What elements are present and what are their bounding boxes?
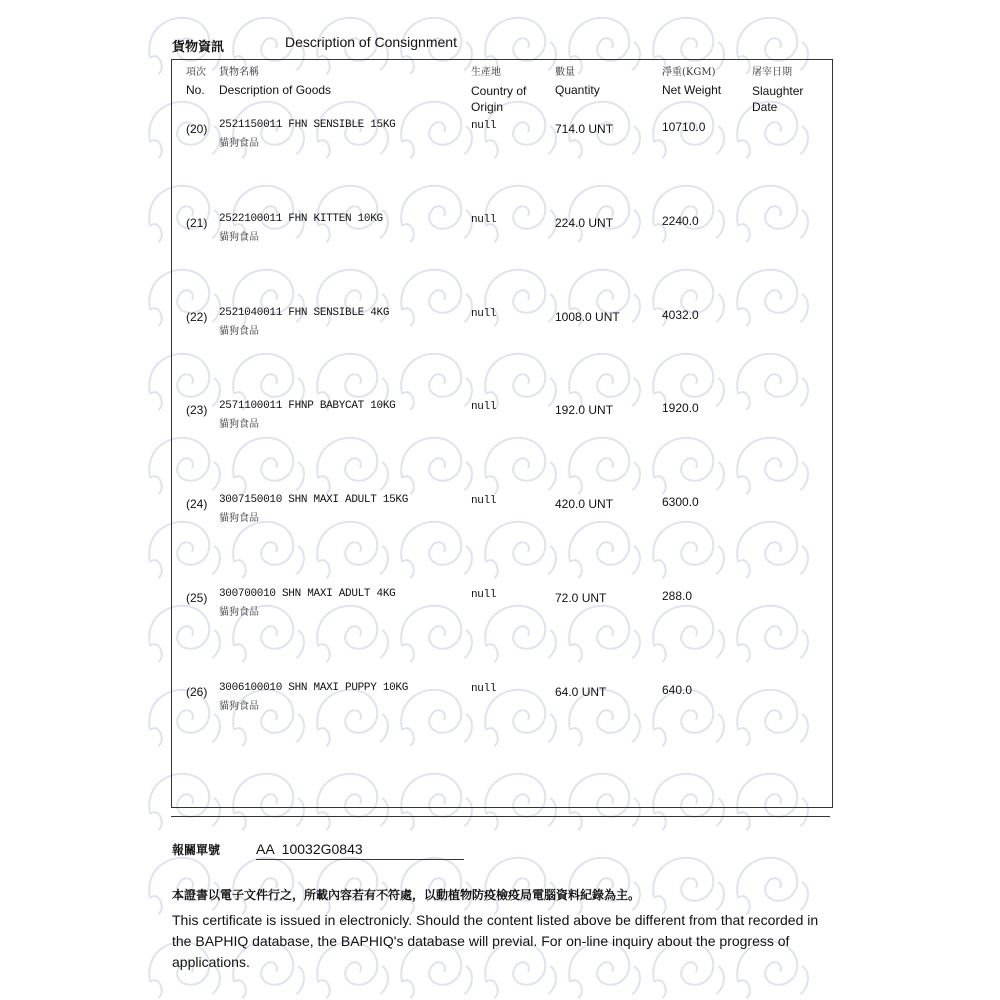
- header-date-zh: 屠宰日期: [752, 67, 792, 78]
- row-origin: null: [471, 495, 497, 508]
- row-net-weight: 288.0: [662, 589, 693, 603]
- row-quantity: 714.0 UNT: [555, 122, 614, 136]
- row-origin: null: [471, 589, 497, 601]
- row-description: 2521150011 FHN SENSIBLE 15KG: [219, 119, 396, 131]
- divider: [171, 816, 830, 817]
- header-qty-zh: 數量: [555, 67, 575, 78]
- header-weight-zh: 淨重(KGM): [662, 67, 716, 78]
- row-description: 2522100011 FHN KITTEN 10KG: [219, 212, 383, 225]
- row-quantity: 224.0 UNT: [555, 215, 614, 230]
- header-origin-zh: 生產地: [471, 67, 501, 78]
- row-quantity: 192.0 UNT: [555, 403, 614, 418]
- row-no: (23): [186, 403, 208, 418]
- row-net-weight: 10710.0: [662, 120, 706, 134]
- notice-en: This certificate is issued in electronicly. Should the content listed above be different from that recorded in the BAPHIQ database, the BAPHIQ's database will previal. For on-line inquiry about the progress of applications.: [172, 912, 819, 970]
- section-title-en: Description of Consignment: [285, 34, 457, 50]
- row-description-zh: 貓狗食品: [219, 325, 259, 337]
- row-net-weight: 4032.0: [662, 307, 699, 322]
- table-row: [0, 400, 1000, 440]
- row-net-weight: 6300.0: [662, 495, 699, 510]
- table-row: [0, 307, 1000, 347]
- header-no-zh: 項次: [186, 67, 206, 78]
- row-no: (26): [186, 684, 208, 699]
- header-qty-en: Quantity: [555, 83, 600, 97]
- row-origin: null: [471, 401, 497, 414]
- header-date-en: Slaughter Date: [752, 84, 804, 114]
- row-description: 3007150010 SHN MAXI ADULT 15KG: [219, 494, 409, 507]
- row-no: (22): [186, 309, 208, 324]
- row-no: (21): [186, 215, 208, 230]
- row-quantity: 1008.0 UNT: [555, 309, 620, 324]
- header-desc-en: Description of Goods: [219, 83, 332, 97]
- row-description: 2521040011 FHN SENSIBLE 4KG: [219, 306, 390, 319]
- header-origin-en: Country of Origin: [471, 84, 527, 114]
- watermark-swirl: [653, 858, 724, 914]
- row-origin: null: [471, 682, 497, 695]
- row-no: (25): [186, 591, 208, 605]
- row-origin: null: [471, 213, 497, 226]
- row-description-zh: 貓狗食品: [219, 419, 259, 431]
- table-row: [0, 588, 1000, 628]
- header-no-en: No.: [186, 83, 205, 97]
- table-row: [0, 494, 1000, 534]
- row-origin: null: [471, 120, 497, 132]
- row-description-zh: 貓狗食品: [219, 607, 259, 618]
- table-row: [0, 682, 1000, 722]
- notice-zh: 本證書以電子文件行之，所載內容若有不符處，以動植物防疫檢疫局電腦資料紀錄為主。: [172, 888, 641, 902]
- row-description-zh: 貓狗食品: [219, 138, 259, 149]
- customs-number: AA 10032G0843: [256, 841, 464, 860]
- row-net-weight: 2240.0: [662, 213, 699, 228]
- row-quantity: 420.0 UNT: [555, 497, 614, 512]
- row-no: (20): [186, 122, 208, 136]
- row-description: 2571100011 FHNP BABYCAT 10KG: [219, 400, 396, 413]
- watermark-swirl: [737, 858, 808, 914]
- table-row: [0, 213, 1000, 253]
- row-net-weight: 640.0: [662, 682, 693, 697]
- section-title-zh: 貨物資訊: [172, 40, 225, 55]
- row-description-zh: 貓狗食品: [219, 513, 259, 525]
- row-description-zh: 貓狗食品: [219, 700, 259, 712]
- header-weight-en: Net Weight: [662, 83, 722, 97]
- row-quantity: 72.0 UNT: [555, 591, 607, 605]
- customs-label: 報關單號: [172, 843, 221, 857]
- row-origin: null: [471, 307, 497, 320]
- table-row: [0, 119, 1000, 159]
- row-description: 300700010 SHN MAXI ADULT 4KG: [219, 588, 396, 600]
- header-desc-zh: 貨物名稱: [219, 67, 259, 78]
- row-net-weight: 1920.0: [662, 401, 699, 416]
- row-description: 3006100010 SHN MAXI PUPPY 10KG: [219, 681, 409, 694]
- row-description-zh: 貓狗食品: [219, 231, 259, 243]
- row-quantity: 64.0 UNT: [555, 684, 607, 699]
- row-no: (24): [186, 497, 208, 512]
